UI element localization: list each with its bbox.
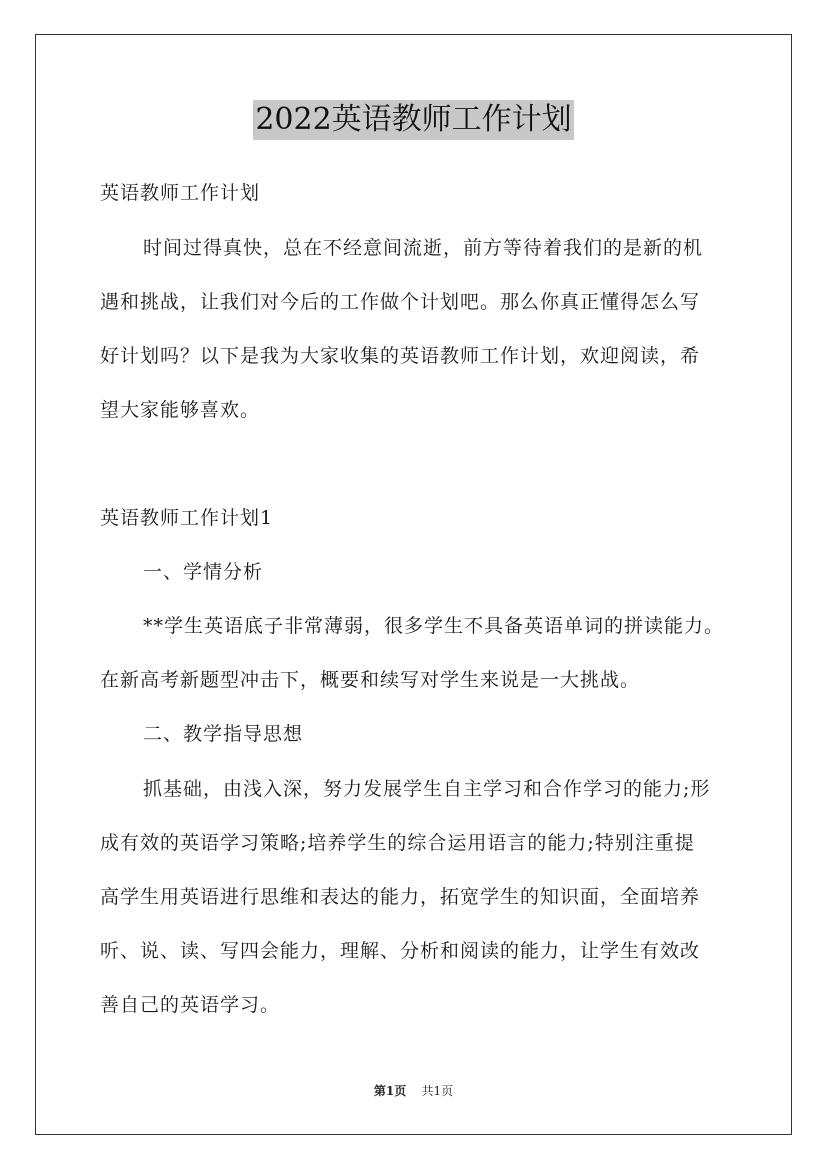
guidance-line-1: 抓基础，由浅入深，努力发展学生自主学习和合作学习的能力;形: [143, 778, 711, 800]
subheading-analysis: 一、学情分析: [143, 561, 264, 583]
page-number: 第1页: [373, 1084, 407, 1098]
heading-plan: 英语教师工作计划: [100, 182, 261, 204]
intro-line-1: 时间过得真快，总在不经意间流逝，前方等待着我们的是新的机: [143, 237, 704, 259]
section-heading-plan-1: 英语教师工作计划1: [100, 507, 274, 529]
document-title: 2022英语教师工作计划: [253, 100, 573, 140]
analysis-line-2: 在新高考新题型冲击下，概要和续写对学生来说是一大挑战。: [100, 669, 641, 691]
subheading-guidance: 二、教学指导思想: [143, 723, 304, 745]
analysis-line-1: **学生英语底子非常薄弱，很多学生不具备英语单词的拼读能力。: [143, 615, 725, 637]
guidance-line-5: 善自己的英语学习。: [100, 994, 281, 1016]
title-container: [0, 100, 827, 140]
intro-line-2: 遇和挑战，让我们对今后的工作做个计划吧。那么你真正懂得怎么写: [100, 291, 701, 313]
page-total: 共1页: [421, 1084, 454, 1098]
guidance-line-2: 成有效的英语学习策略;培养学生的综合运用语言的能力;特别注重提: [100, 832, 695, 854]
guidance-line-4: 听、说、读、写四会能力，理解、分析和阅读的能力，让学生有效改: [100, 940, 701, 962]
intro-line-4: 望大家能够喜欢。: [100, 399, 261, 421]
page-footer: [0, 1083, 827, 1099]
guidance-line-3: 高学生用英语进行思维和表达的能力，拓宽学生的知识面，全面培养: [100, 886, 701, 908]
intro-line-3: 好计划吗？以下是我为大家收集的英语教师工作计划，欢迎阅读，希: [100, 345, 701, 367]
